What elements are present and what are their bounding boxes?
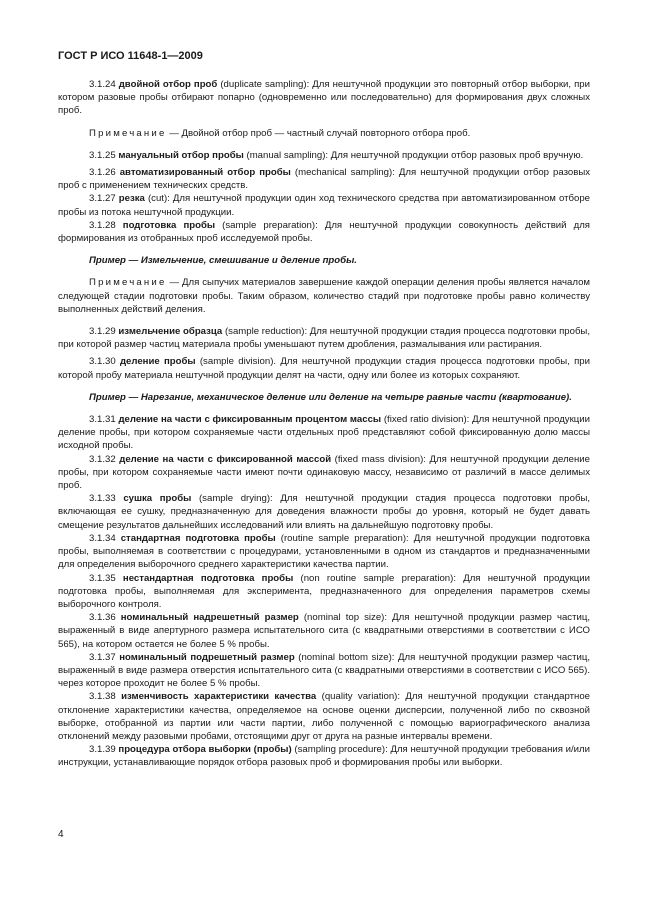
clause-number: 3.1.30 (89, 356, 116, 368)
term: сушка пробы (123, 493, 192, 505)
clause-number: 3.1.33 (89, 493, 116, 505)
term: деление на части с фиксированным процентом массы (118, 414, 382, 426)
definition-text: (mechanical sampling): Для нештучной продукции отбор разовых проб с применением технических средств. (58, 167, 591, 192)
clause-number: 3.1.37 (89, 651, 116, 663)
term: резка (118, 193, 145, 205)
definition-text: (sample division). Для нештучной продукции стадия процесса подготовки пробы, при которой пробу материала нештучной продукции делят на части, одну или более из которых сохраняют. (58, 356, 591, 381)
definition-text: (non routine sample preparation): Для нештучной продукции подготовка пробы, выполняемая для эксперимента, предназначенного для определения параметров схемы выборочного контроля. (58, 572, 591, 610)
definition-text: (fixed mass division): Для нештучной продукции деление пробы, при котором сохраняемые части имеют почти одинаковую массу, независимо от различий в массе делимых проб. (58, 453, 590, 492)
definition-text: (nominal top size): Для нештучной продукции размер частиц, выраженный в виде апертурного размера испытательного сита (с квадратными отверстиями в соответствии с ИСО 565), на котором остается не более 5 % пробы. (58, 612, 591, 650)
term: подготовка пробы (122, 219, 216, 231)
clause-number: 3.1.29 (89, 326, 116, 338)
definition-3-1-24 (58, 78, 590, 118)
definition-text: (manual sampling): Для нештучной продукции отбор разовых проб вручную. (243, 149, 584, 161)
term: измельчение образца (118, 326, 223, 338)
clause-number: 3.1.25 (89, 149, 116, 161)
clause-number: 3.1.32 (89, 453, 116, 465)
definition-3-1-28 (58, 219, 590, 245)
term: двойной отбор проб (118, 79, 218, 90)
definition-3-1-25 (58, 149, 590, 162)
term: автоматизированный отбор пробы (119, 167, 291, 179)
term: нестандартная подготовка пробы (122, 572, 294, 584)
note-text: — Для сыпучих материалов завершение каждой операции деления пробы является началом следующей стадии подготовки пробы. Таким образом, количество стадий при подготовке пробы равно количеству выполненных действий деления. (58, 277, 590, 315)
definition-text: (nominal bottom size): Для нештучной продукции размер частиц, выраженный в виде размера отверстия испытательного сита (с квадратными отверстиями в соответствии с ИСО 565). через которое проходит не более 5 % пробы. (58, 651, 590, 690)
definition-text: (sample preparation): Для нештучной продукции совокупность действий для формирования из отобранных проб исследуемой пробы. (58, 219, 590, 245)
definition-3-1-35 (58, 572, 590, 612)
page-number: 4 (58, 829, 64, 840)
term: мануальный отбор пробы (118, 149, 244, 161)
example-2: Пример — Нарезание, механическое деление или деление на четыре равные части (квартование). (89, 391, 572, 403)
definition-text: (sample reduction): Для нештучной продукции стадия процесса подготовки пробы, при которой размер частиц материала пробы уменьшают путем дробления, размалывания или растирания. (58, 326, 590, 351)
definition-text: (duplicate sampling): Для нештучной продукции это повторный отбор выборки, при котором разовые пробы отбирают попарно (одновременно или последовательно) для формирования двух сложных проб. (58, 79, 590, 117)
clause-number: 3.1.24 (89, 79, 116, 90)
definition-3-1-27 (58, 192, 590, 218)
definition-text: (fixed ratio division): Для нештучной продукции деление пробы, при котором сохраняемые части отдельных проб представляют собой фиксированную долю массы исходной пробы. (58, 414, 590, 452)
clause-number: 3.1.27 (89, 193, 116, 205)
term: номинальный надрешетный размер (120, 612, 299, 624)
term: деление пробы (119, 356, 196, 368)
clause-number: 3.1.34 (89, 532, 116, 544)
note-2 (58, 276, 590, 316)
term: стандартная подготовка пробы (120, 532, 276, 544)
definition-3-1-31 (58, 413, 590, 453)
clause-number: 3.1.26 (89, 167, 116, 179)
clause-number: 3.1.31 (89, 414, 116, 426)
definition-3-1-26 (58, 166, 590, 192)
note-label: Примечание (89, 127, 167, 139)
clause-number: 3.1.39 (89, 744, 116, 756)
definition-3-1-32 (58, 453, 590, 493)
definition-text: (quality variation): Для нештучной продукции стандартное отклонение характеристики качества, определяемое на основе оценки дисперсии, полученной либо по сквозной выборке, отобранной из партии или части партии, либо полученной с помощью вариографического анализа отклонений между разовыми пробами, отстоящими друг от друга на разные интервалы времени. (58, 691, 590, 742)
note-1 (58, 127, 590, 140)
term: номинальный подрешетный размер (119, 651, 295, 663)
definition-text: (sample drying): Для нештучной продукции стадия процесса подготовки пробы, включающая ее сушку, предназначенную для доведения влажности пробы до уровня, который не будет давать смещение результатов дальнейших исследований или влиять на дальнейшую подготовку пробы. (58, 493, 591, 531)
clause-number: 3.1.36 (89, 612, 116, 624)
definition-3-1-34 (58, 532, 590, 572)
definition-text: (sampling procedure): Для нештучной продукции требования и/или инструкции, устанавливающие порядок отбора разовых проб и формирования пробы или выборки. (58, 744, 590, 769)
definition-3-1-36 (58, 611, 590, 651)
term: процедура отбора выборки (пробы) (118, 744, 292, 756)
definition-3-1-37 (58, 651, 590, 691)
clause-number: 3.1.35 (89, 572, 116, 584)
term: изменчивость характеристики качества (121, 691, 317, 703)
term: деление на части с фиксированной массой (119, 453, 332, 465)
clause-number: 3.1.38 (89, 691, 116, 703)
definition-3-1-30 (58, 355, 590, 381)
definition-3-1-38 (58, 690, 590, 743)
document-body (58, 78, 590, 770)
document-header: ГОСТ Р ИСО 11648-1—2009 (58, 50, 203, 62)
definition-3-1-39 (58, 743, 590, 769)
definition-text: (routine sample preparation): Для нештучной продукции подготовка пробы, выполняемая в соответствии с процедурами, установленными в одном из стандартов и предназначенными для определения выборочного среднего характеристики качества партии. (58, 532, 590, 571)
clause-number: 3.1.28 (89, 219, 116, 231)
example-1: Пример — Измельчение, смешивание и деление пробы. (89, 255, 357, 267)
note-label: Примечание (89, 277, 167, 289)
definition-text: (cut): Для нештучной продукции один ход технического средства при автоматизированном отборе пробы из потока нештучной продукции. (58, 193, 590, 218)
definition-3-1-29 (58, 325, 590, 351)
definition-3-1-33 (58, 492, 590, 532)
note-text: — Двойной отбор проб — частный случай повторного отбора проб. (166, 127, 471, 139)
